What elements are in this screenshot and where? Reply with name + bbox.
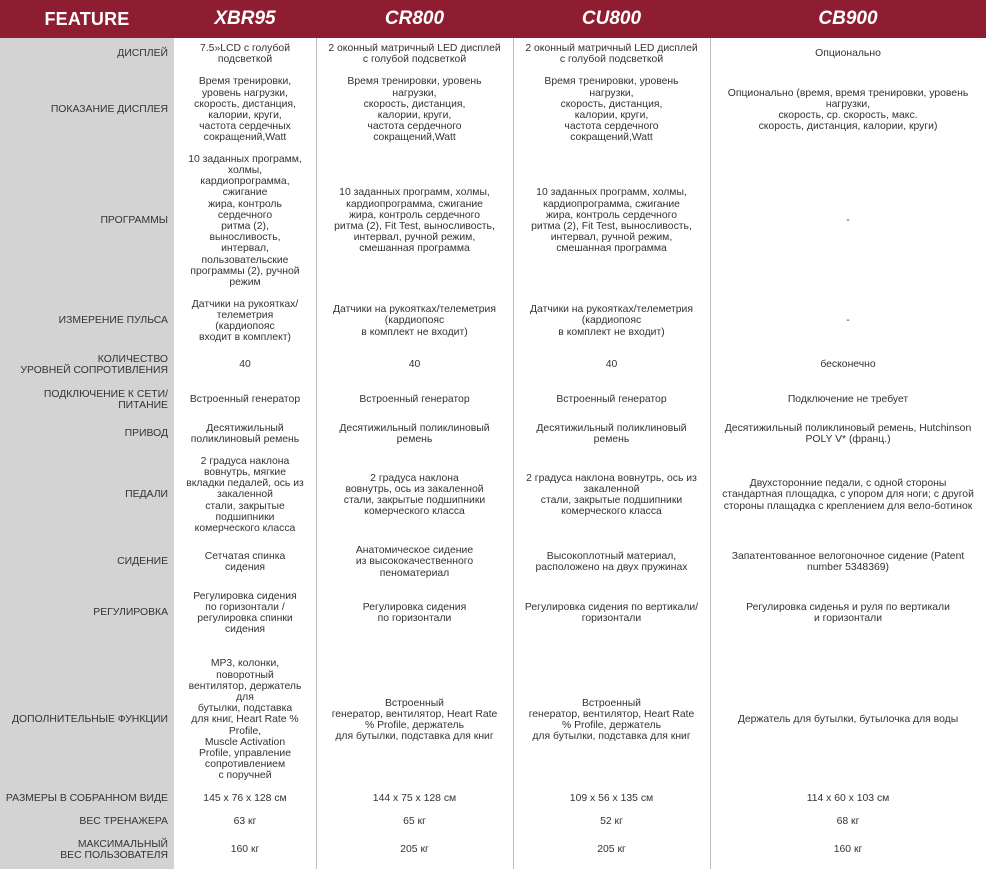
row-label: ПОДКЛЮЧЕНИЕ К СЕТИ/ ПИТАНИЕ <box>43 388 168 411</box>
row-label: СИДЕНИЕ <box>117 556 168 568</box>
header-model: CB900 <box>818 8 878 29</box>
table-cell: MP3, колонки, поворотный вентилятор, держатель для бутылки, подставка для книг, Heart Rate % Profile, Muscle Activation Profile, управление сопротивлением с поручней <box>188 658 302 782</box>
table-cell: 63 кг <box>233 816 257 828</box>
table-cell: 160 кг <box>833 844 863 856</box>
table-cell: 68 кг <box>836 816 860 828</box>
table-cell: 40 <box>239 359 251 371</box>
table-cell: Встроенный генератор <box>359 394 470 406</box>
table-cell: Датчики на рукоятках/телеметрия (кардиопояс в комплект не входит) <box>333 304 496 338</box>
table-header <box>0 0 986 38</box>
table-cell: Запатентованное велогоночное сидение (Patent number 5348369) <box>731 550 965 573</box>
table-cell: Десятижильный поликлиновый ремень, Hutchinson POLY V* (франц.) <box>724 422 972 445</box>
header-feature: FEATURE <box>44 9 130 29</box>
table-cell: 10 заданных программ, холмы, кардиопрограмма, сжигание жира, контроль сердечного ритма (2), Fit Test, выносливость, интервал, ручной режим, смешанная программа <box>334 187 495 255</box>
table-cell: 144 х 75 х 128 см <box>372 793 457 805</box>
table-cell: 10 заданных программ, холмы, кардиопрограмма, сжигание жира, контроль сердечного ритма (2), выносливость, интервал, пользовательские программы (2), ручной режим <box>188 153 302 289</box>
table-cell: бесконечно <box>820 359 876 371</box>
table-cell: Встроенный генератор, вентилятор, Heart Rate % Profile, держатель для бутылки, подставка для книг <box>528 697 695 743</box>
header-model: XBR95 <box>214 8 276 29</box>
table-cell: Высокоплотный материал, расположено на двух пружинах <box>535 550 688 573</box>
table-cell: Десятижильный поликлиновый ремень <box>536 422 687 445</box>
table-cell: Опционально (время, время тренировки, уровень нагрузки, скорость, ср. скорость, макс. скорость, дистанция, калории, круги) <box>727 87 969 133</box>
table-cell: 7.5»LCD с голубой подсветкой <box>200 42 290 65</box>
table-cell: 40 <box>605 359 618 371</box>
row-label: ПЕДАЛИ <box>125 489 168 501</box>
table-cell: 145 х 76 х 128 см <box>203 793 287 805</box>
table-cell: Время тренировки, уровень нагрузки, скорость, дистанция, калории, круги, частота сердечных сокращений,Watt <box>194 76 296 144</box>
table-cell: 2 градуса наклона вовнутрь, ось из закаленной стали, закрытые подшипники комерческого класса <box>526 472 697 518</box>
row-label: РАЗМЕРЫ В СОБРАННОМ ВИДЕ <box>5 793 168 805</box>
table-cell: Встроенный генератор <box>556 394 667 406</box>
table-cell: Регулировка сидения по горизонтали <box>362 601 467 624</box>
row-label: ИЗМЕРЕНИЕ ПУЛЬСА <box>58 315 168 327</box>
row-label: ПОКАЗАНИЕ ДИСПЛЕЯ <box>50 104 168 116</box>
row-label: МАКСИМАЛЬНЫЙ ВЕС ПОЛЬЗОВАТЕЛЯ <box>60 838 168 861</box>
table-cell: - <box>846 315 850 327</box>
row-label: РЕГУЛИРОВКА <box>93 607 168 619</box>
table-cell: Время тренировки, уровень нагрузки, скорость, дистанция, калории, круги, частота сердечного сокращений,Watt <box>544 76 679 144</box>
table-cell: Датчики на рукоятках/телеметрия (кардиопояс в комплект не входит) <box>530 304 693 338</box>
header-model: CU800 <box>581 8 642 29</box>
table-cell: Регулировка сидения по вертикали/ горизонтали <box>524 601 699 624</box>
table-cell: Подключение не требует <box>787 394 909 406</box>
row-label: ДОПОЛНИТЕЛЬНЫЕ ФУНКЦИИ <box>12 714 168 726</box>
table-cell: 114 х 60 х 103 см <box>806 793 890 805</box>
table-cell: Десятижильный поликлиновый ремень <box>339 422 490 445</box>
table-cell: 109 х 56 х 135 см <box>569 793 654 805</box>
table-cell: 65 кг <box>403 816 426 828</box>
table-cell: 2 градуса наклона вовнутрь, мягкие вкладки педалей, ось из закаленной стали, закрытые подшипники комерческого класса <box>186 455 304 534</box>
table-cell: 40 <box>408 359 421 371</box>
table-cell: Регулировка сиденья и руля по вертикали и горизонтали <box>746 601 950 624</box>
table-cell: Датчики на рукоятках/ телеметрия (кардиопояс входит в комплект) <box>191 298 299 344</box>
table-cell: Сетчатая спинка сидения <box>204 550 286 573</box>
table-cell: Двухсторонние педали, с одной стороны стандартная площадка, с упором для ноги; с другой стороны плащадка с креплением для вело-ботинок <box>722 478 974 512</box>
table-cell: Регулировка сидения по горизонтали / регулировка спинки сидения <box>193 590 297 636</box>
table-cell: Анатомическое сидение из высококачественного пеноматериал <box>355 545 474 579</box>
table-cell: 2 оконный матричный LED дисплей с голубой подсветкой <box>328 42 501 65</box>
table-cell: Держатель для бутылки, бутылочка для воды <box>737 714 959 726</box>
row-label: КОЛИЧЕСТВО УРОВНЕЙ СОПРОТИВЛЕНИЯ <box>20 353 168 376</box>
table-cell: Встроенный генератор, вентилятор, Heart Rate % Profile, держатель для бутылки, подставка для книг <box>331 697 498 743</box>
table-cell: 2 оконный матричный LED дисплей с голубой подсветкой <box>525 42 698 65</box>
table-cell: Опционально <box>815 48 881 60</box>
table-cell: 160 кг <box>230 844 260 856</box>
table-cell: 205 кг <box>400 844 429 856</box>
table-cell: 205 кг <box>597 844 626 856</box>
row-label: ПРИВОД <box>124 428 168 440</box>
table-cell: - <box>846 215 850 227</box>
row-label: ДИСПЛЕЙ <box>117 48 168 60</box>
header-model: CR800 <box>384 8 445 29</box>
table-cell: Время тренировки, уровень нагрузки, скорость, дистанция, калории, круги, частота сердечного сокращений,Watt <box>347 76 482 144</box>
table-cell: 2 градуса наклона вовнутрь, ось из закаленной стали, закрытые подшипники комерческого класса <box>343 472 486 518</box>
table-cell: Десятижильный поликлиновый ремень <box>190 422 300 445</box>
table-cell: Встроенный генератор <box>189 394 301 406</box>
row-label: ВЕС ТРЕНАЖЕРА <box>79 816 168 828</box>
table-cell: 52 кг <box>600 816 623 828</box>
table-cell: 10 заданных программ, холмы, кардиопрограмма, сжигание жира, контроль сердечного ритма (2), Fit Test, выносливость, интервал, ручной режим, смешанная программа <box>531 187 692 255</box>
row-label: ПРОГРАММЫ <box>100 215 168 227</box>
